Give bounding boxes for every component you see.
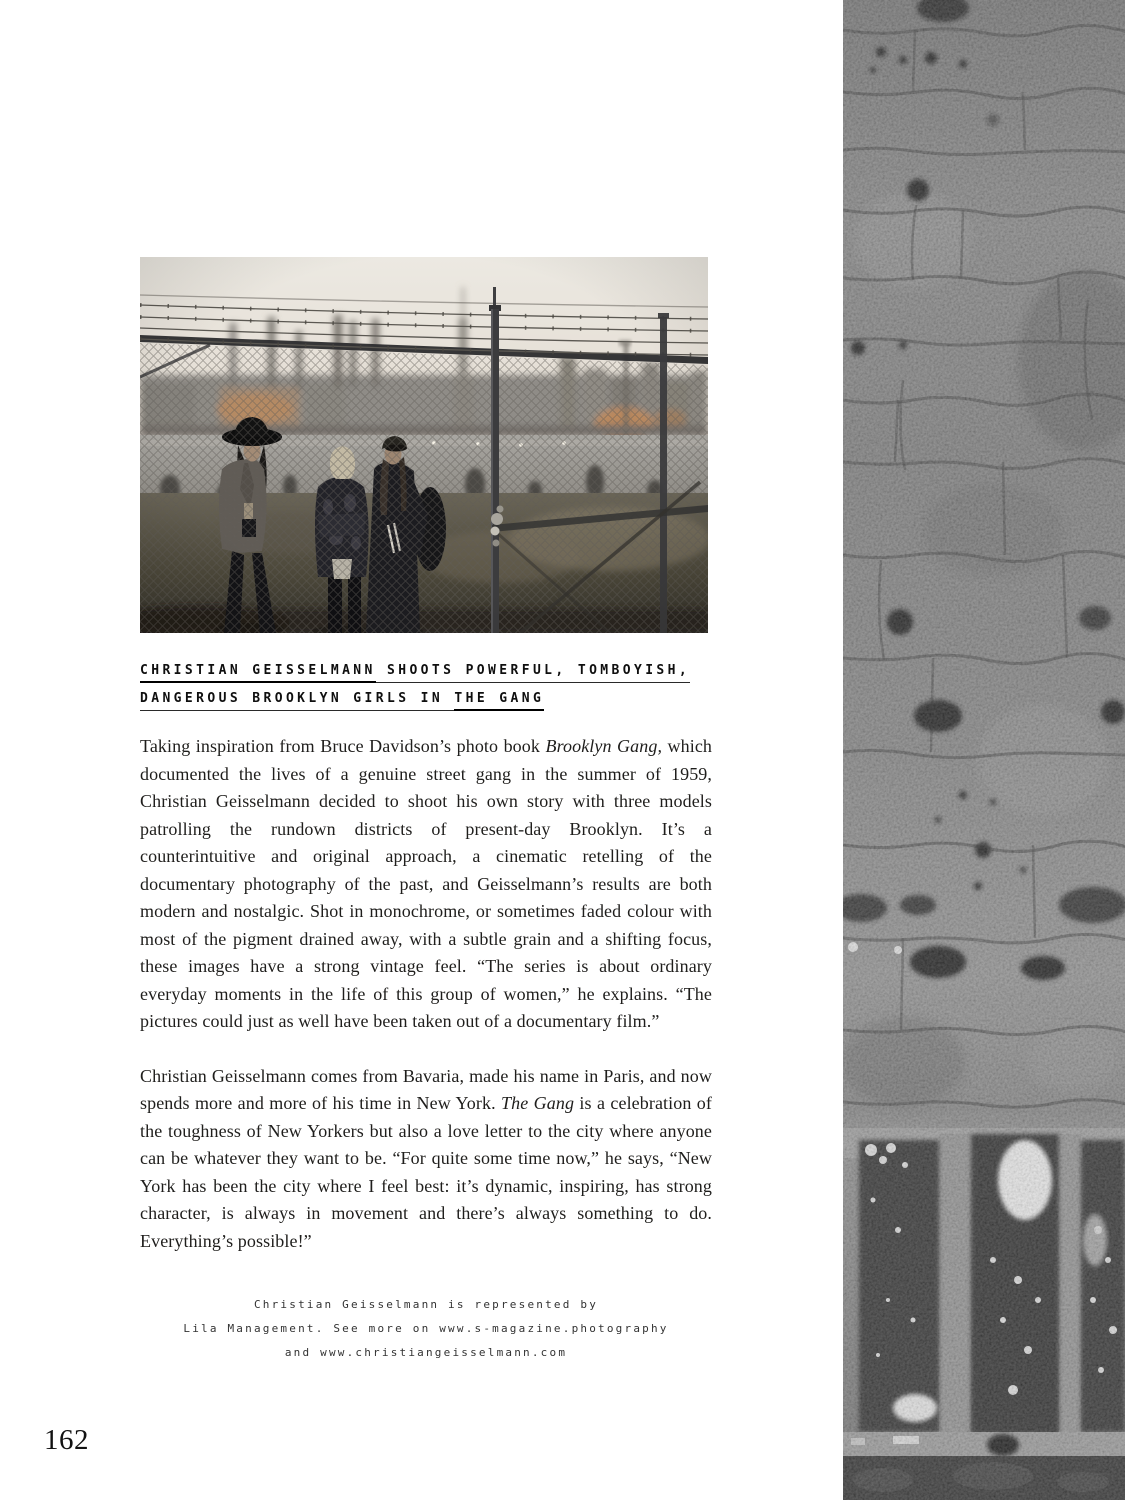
page-number: 162: [44, 1424, 89, 1456]
article-body: [140, 733, 712, 1255]
headline-line-2: [140, 691, 712, 706]
paragraph-1: [140, 733, 712, 1036]
p1-rest: which documented the lives of a genuine street gang in the summer of 1959, Christian Geisselmann decided to shoot his own story with three models patrolling the rundown districts of present-day Brooklyn. It’s a counterintuitive and original approach, a cinematic retelling of the documentary photography of the past, and Geisselmann’s results are both modern and nostalgic. Shot in monochrome, or sometimes faded colour with most of the pigment drained away, with a subtle grain and a shifting focus, these images have a strong vintage feel. “The series is about ordinary everyday moments in the life of this group of women,” he explains. “The pictures could just as well have been taken out of a documentary film.”: [140, 736, 713, 1031]
credits-block: [140, 1293, 712, 1365]
headline-line1-rest: SHOOTS POWERFUL, TOMBOYISH,: [376, 663, 690, 683]
paragraph-2: [140, 1063, 712, 1256]
p2-lead: Christian Geisselmann comes from Bavaria, made his name in Paris, and now spends more and more of his time in New York.: [140, 1065, 712, 1113]
p2-rest: is a celebration of the toughness of New Yorkers but also a love letter to the city where anyone can be whatever they want to be. “For quite some time now,” he says, “New York has been the city where I feel best: it’s dynamic, inspiring, has strong character, is always in movement and there’s always something to do. Everything’s possible!”: [140, 1093, 712, 1251]
headline-line2-rest: DANGEROUS BROOKLYN GIRLS IN: [140, 691, 454, 711]
p1-lead: Taking inspiration from Bruce Davidson’s photo book: [140, 736, 546, 756]
gang-photo-svg: [140, 257, 708, 633]
headline-line-1: [140, 663, 712, 678]
credits-line-2: Lila Management. See more on www.s-magazine.photography: [183, 1322, 669, 1335]
credits-line-1: Christian Geisselmann is represented by: [253, 1298, 599, 1311]
gang-photo: [140, 257, 708, 633]
article-column: [140, 663, 712, 1365]
headline-series-title: THE GANG: [454, 691, 544, 711]
brick-wall-image: [843, 0, 1125, 1500]
headline: [140, 663, 712, 706]
p2-series-title: The Gang: [501, 1093, 575, 1113]
headline-artist-name: CHRISTIAN GEISSELMANN: [140, 663, 376, 683]
p1-book-title: Brooklyn Gang,: [545, 736, 663, 756]
brick-wall-svg: [843, 0, 1125, 1500]
credits-line-3: and www.christiangeisselmann.com: [284, 1346, 568, 1359]
